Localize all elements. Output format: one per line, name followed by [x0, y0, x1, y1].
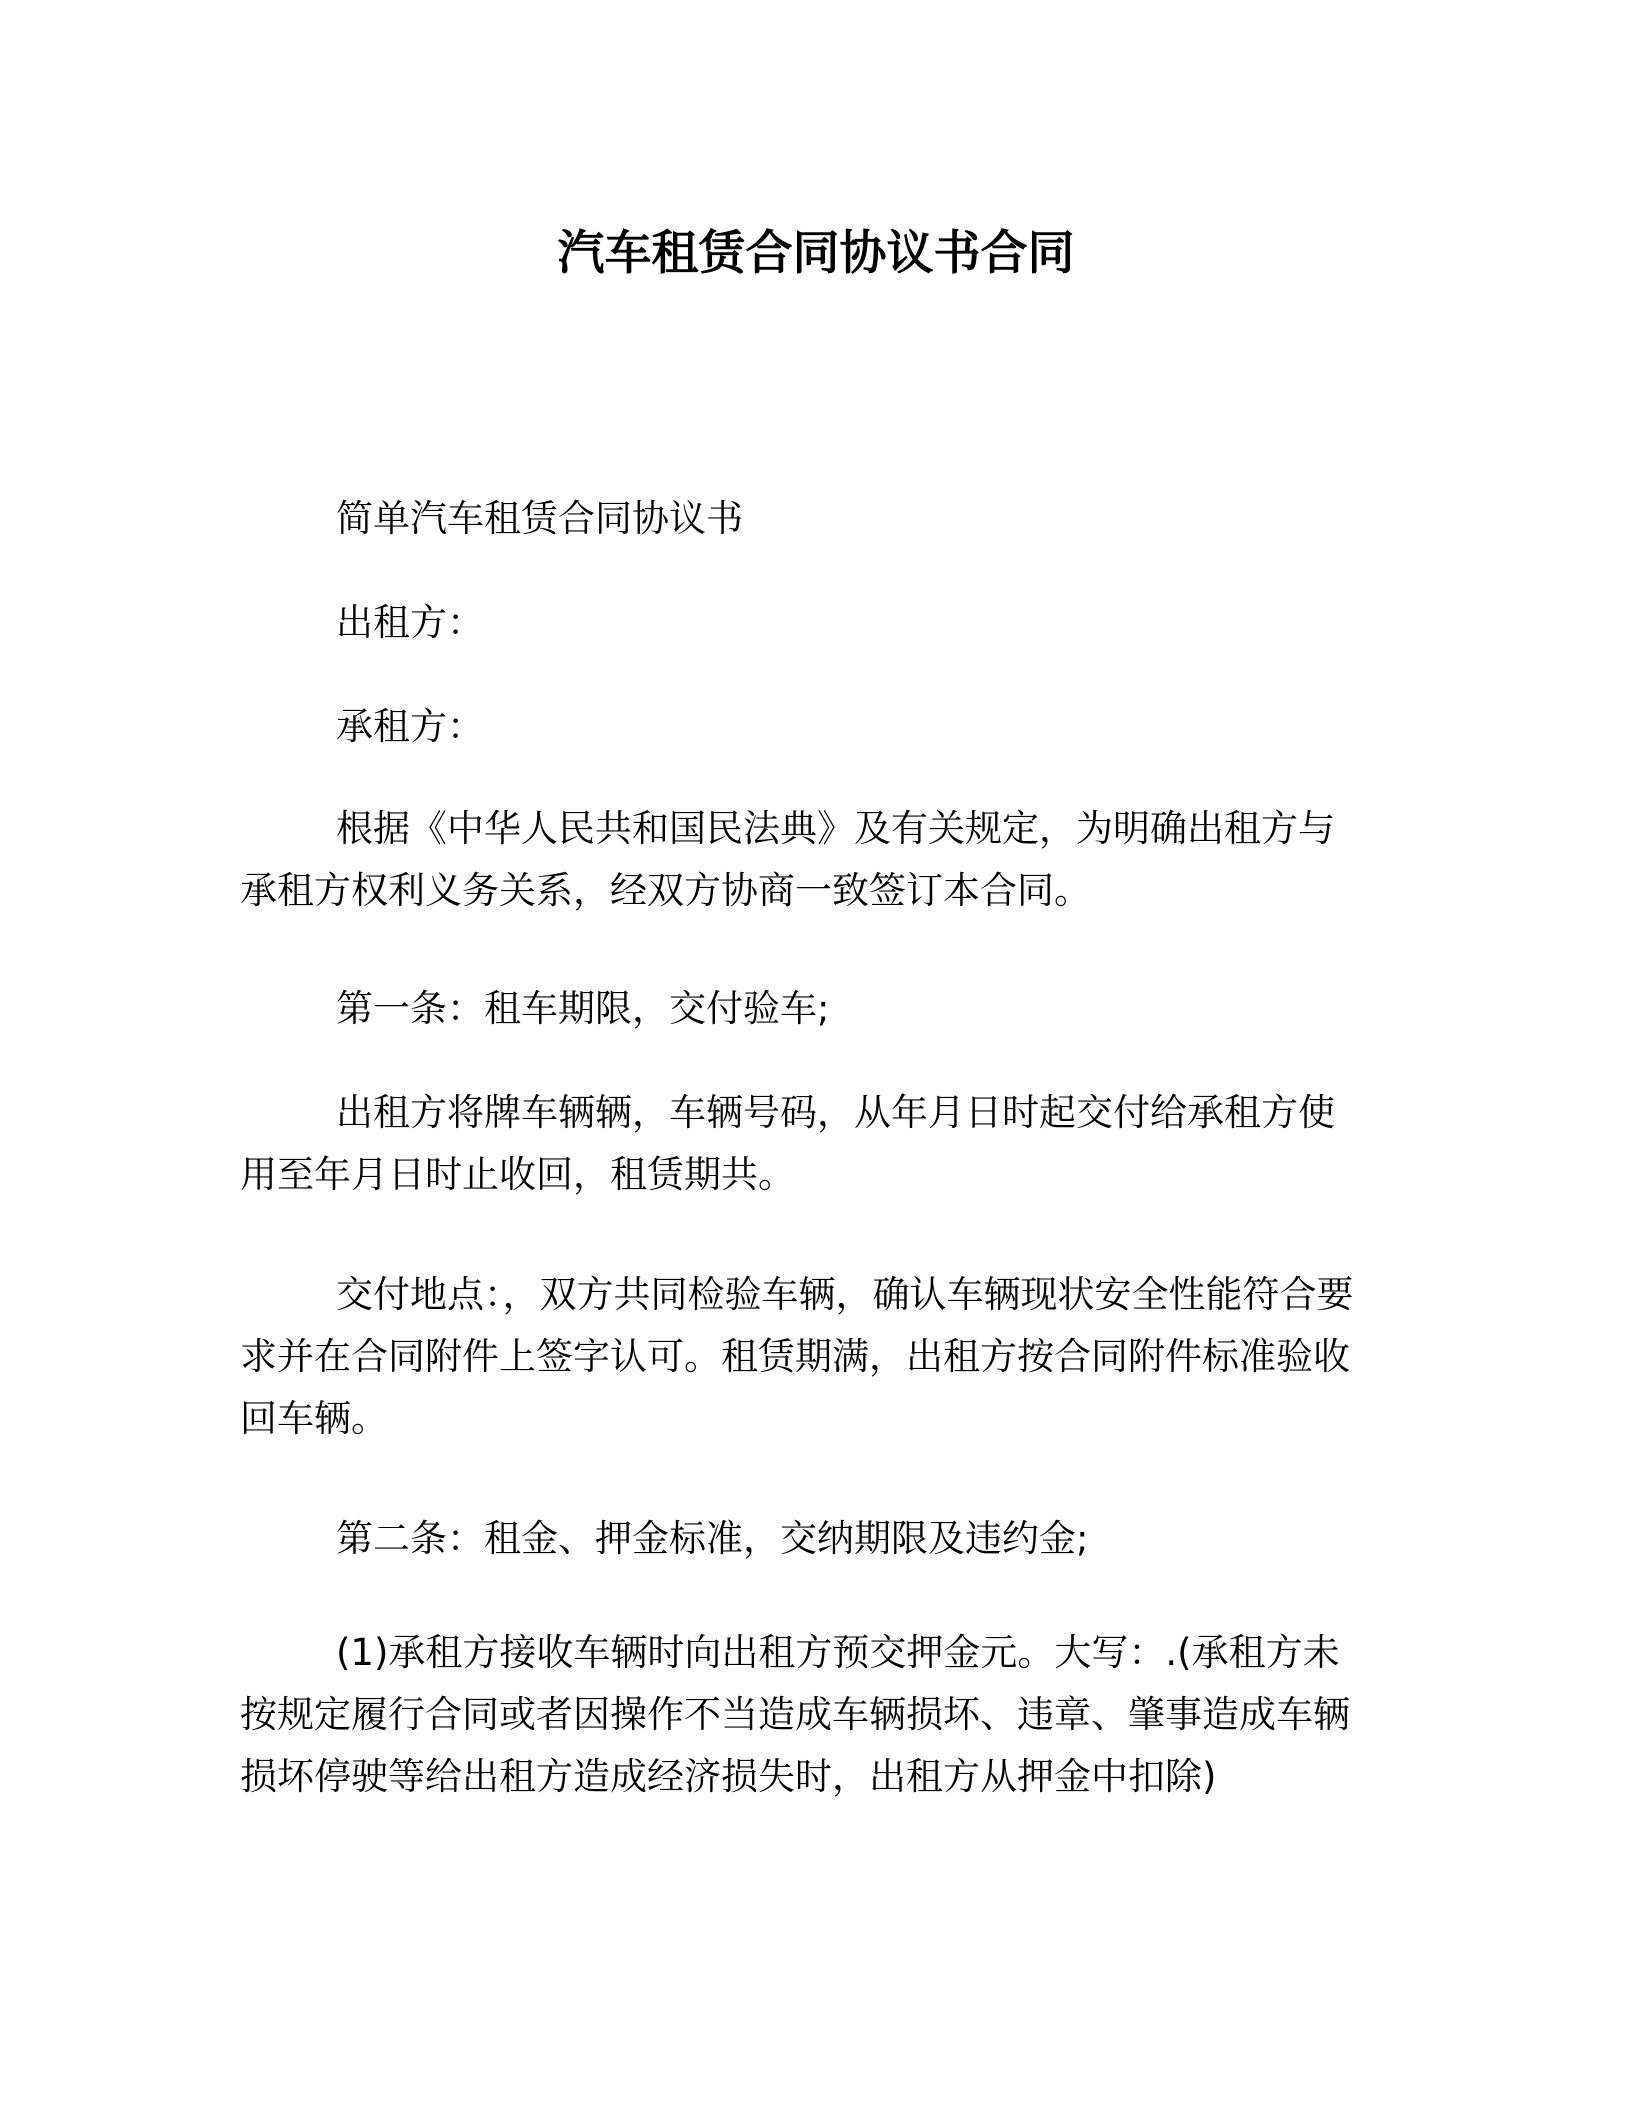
article-one-heading: 第一条：租车期限，交付验车;: [336, 987, 830, 1030]
document-title: 汽车租赁合同协议书合同: [557, 226, 1075, 281]
subtitle-paragraph: 简单汽车租赁合同协议书: [336, 497, 743, 540]
article-two-heading: 第二条：租金、押金标准，交纳期限及违约金;: [336, 1517, 1089, 1560]
article-one-body: 出租方将牌车辆辆，车辆号码，从年月日时起交付给承租方使用至年月日时止收回，租赁期共。: [240, 1091, 1335, 1196]
lessee-field: 承租方：: [336, 705, 484, 748]
lessor-field: 出租方：: [336, 601, 484, 644]
delivery-location-paragraph: 交付地点：，双方共同检验车辆，确认车辆现状安全性能符合要求并在合同附件上签字认可。租赁期满，出租方按合同附件标准验收回车辆。: [240, 1273, 1354, 1440]
preamble-paragraph: 根据《中华人民共和国民法典》及有关规定，为明确出租方与承租方权利义务关系，经双方协商一致签订本合同。: [240, 807, 1335, 912]
deposit-clause-paragraph: (1)承租方接收车辆时向出租方预交押金元。大写：.(承租方未按规定履行合同或者因操作不当造成车辆损坏、违章、肇事造成车辆损坏停驶等给出租方造成经济损失时，出租方从押金中扣除): [240, 1631, 1350, 1798]
